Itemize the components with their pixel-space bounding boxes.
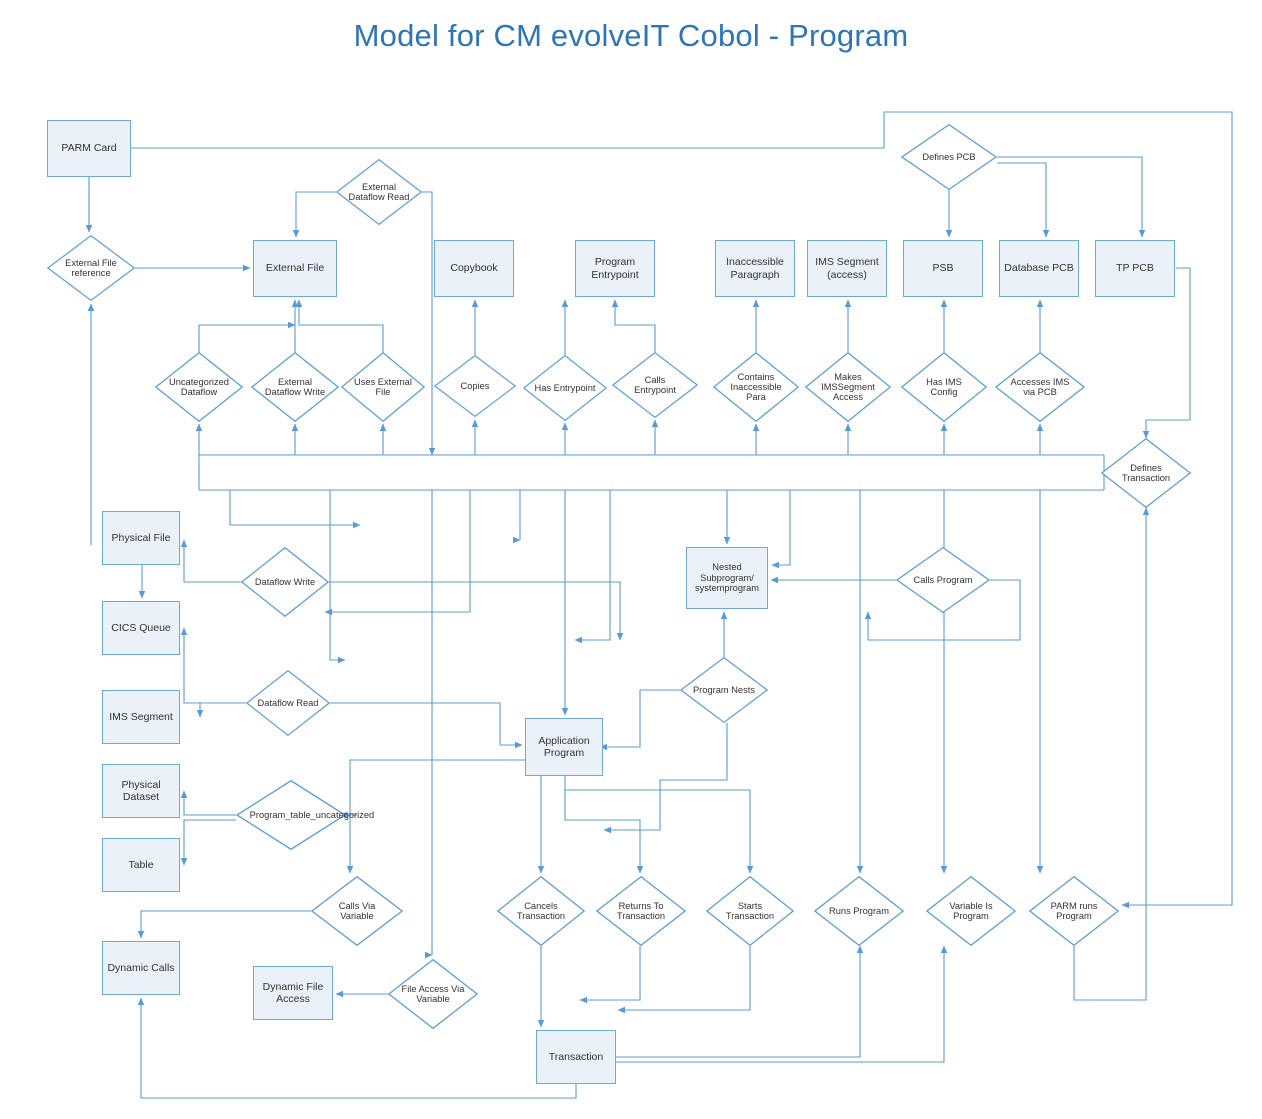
entity-dynamic-calls[interactable]: Dynamic Calls — [102, 941, 180, 995]
relationship-makes-imssegment-access[interactable]: Makes IMSSegment Access — [805, 352, 891, 422]
entity-physical-dataset[interactable]: Physical Dataset — [102, 764, 180, 818]
relationship-dataflow-write[interactable]: Dataflow Write — [241, 547, 329, 617]
entity-program-entrypoint[interactable]: Program Entrypoint — [575, 240, 655, 297]
entity-physical-file[interactable]: Physical File — [102, 511, 180, 565]
relationship-runs-program[interactable]: Runs Program — [814, 876, 904, 946]
entity-external-file[interactable]: External File — [253, 240, 337, 297]
entity-tp-pcb[interactable]: TP PCB — [1095, 240, 1175, 297]
relationship-parm-runs-program[interactable]: PARM runs Program — [1029, 876, 1119, 946]
entity-psb[interactable]: PSB — [903, 240, 983, 297]
relationship-program-table-uncategorized[interactable]: Program_table_uncategorized — [236, 780, 346, 850]
page-title: Model for CM evolveIT Cobol - Program — [353, 18, 909, 53]
relationship-cancels-transaction[interactable]: Cancels Transaction — [497, 876, 585, 946]
entity-copybook[interactable]: Copybook — [434, 240, 514, 297]
entity-ims-segment-access[interactable]: IMS Segment (access) — [807, 240, 887, 297]
entity-database-pcb[interactable]: Database PCB — [999, 240, 1079, 297]
relationship-defines-transaction[interactable]: Defines Transaction — [1101, 438, 1191, 508]
relationship-uncategorized-dataflow[interactable]: Uncategorized Dataflow — [155, 352, 243, 422]
relationship-program-nests[interactable]: Program Nests — [680, 657, 768, 723]
relationship-defines-pcb[interactable]: Defines PCB — [901, 124, 997, 190]
relationship-accesses-ims-via-pcb[interactable]: Accesses IMS via PCB — [995, 352, 1085, 422]
relationship-external-dataflow-read[interactable]: External Dataflow Read — [336, 159, 422, 225]
entity-nested-subprogram[interactable]: Nested Subprogram/ systemprogram — [686, 547, 768, 609]
relationship-calls-via-variable[interactable]: Calls Via Variable — [311, 876, 403, 946]
relationship-calls-program[interactable]: Calls Program — [896, 547, 990, 613]
entity-application-program[interactable]: Application Program — [525, 718, 603, 776]
relationship-calls-entrypoint[interactable]: Calls Entrypoint — [612, 352, 698, 418]
relationship-has-ims-config[interactable]: Has IMS Config — [901, 352, 987, 422]
entity-parm-card[interactable]: PARM Card — [47, 120, 131, 177]
relationship-has-entrypoint[interactable]: Has Entrypoint — [523, 355, 607, 421]
relationship-external-file-reference[interactable]: External File reference — [47, 235, 135, 301]
entity-transaction[interactable]: Transaction — [536, 1030, 616, 1084]
relationship-copies[interactable]: Copies — [434, 355, 516, 417]
relationship-uses-external-file[interactable]: Uses External File — [341, 352, 425, 422]
relationship-returns-to-transaction[interactable]: Returns To Transaction — [596, 876, 686, 946]
entity-inaccessible-paragraph[interactable]: Inaccessible Paragraph — [715, 240, 795, 297]
relationship-starts-transaction[interactable]: Starts Transaction — [706, 876, 794, 946]
entity-dynamic-file-access[interactable]: Dynamic File Access — [253, 966, 333, 1020]
relationship-dataflow-read[interactable]: Dataflow Read — [246, 670, 330, 736]
relationship-file-access-via-variable[interactable]: File Access Via Variable — [388, 959, 478, 1029]
entity-table[interactable]: Table — [102, 838, 180, 892]
entity-ims-segment[interactable]: IMS Segment — [102, 690, 180, 744]
relationship-external-dataflow-write[interactable]: External Dataflow Write — [251, 352, 339, 422]
relationship-variable-is-program[interactable]: Variable Is Program — [926, 876, 1016, 946]
entity-cics-queue[interactable]: CICS Queue — [102, 601, 180, 655]
relationship-contains-inaccessible-para[interactable]: Contains Inaccessible Para — [713, 352, 799, 422]
